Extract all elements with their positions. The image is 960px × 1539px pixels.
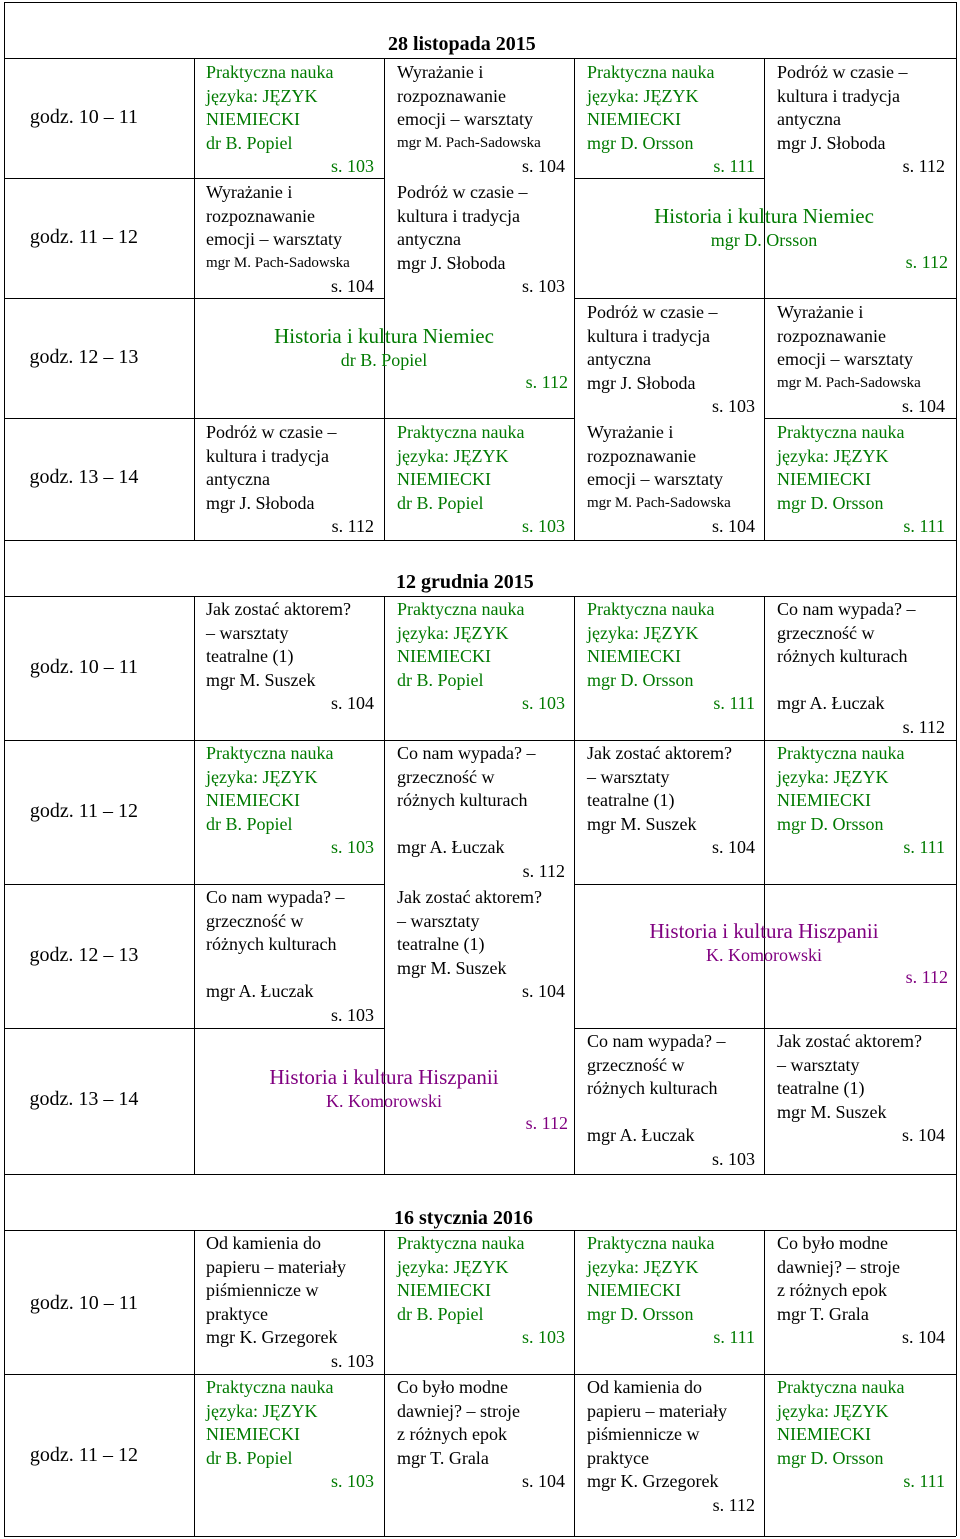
room-number: s. 103 xyxy=(330,837,374,857)
room-number: s. 104 xyxy=(711,516,755,536)
teacher-name: dr B. Popiel xyxy=(340,350,428,370)
table-border xyxy=(4,1174,5,1536)
class-title-line: Praktyczna nauka xyxy=(587,599,715,619)
row-divider xyxy=(4,418,574,419)
class-cell xyxy=(206,598,374,716)
class-title-line: Praktyczna nauka xyxy=(777,1377,905,1397)
room-number: s. 112 xyxy=(525,1113,568,1133)
class-cell xyxy=(397,886,565,1004)
class-title-line: języka: JĘZYK xyxy=(587,85,699,106)
teacher-name: mgr M. Pach-Sadowska xyxy=(206,254,350,271)
class-title-line: rozpoznawanie xyxy=(206,205,315,226)
class-cell xyxy=(397,61,565,179)
class-title-line: Podróż w czasie – xyxy=(206,422,337,442)
class-cell xyxy=(587,301,755,419)
teacher-name: mgr J. Słoboda xyxy=(587,372,696,393)
class-title-line: rozpoznawanie xyxy=(397,85,506,106)
class-title-line: Wyrażanie i xyxy=(587,422,674,442)
class-cell xyxy=(777,598,945,739)
teacher-name: mgr D. Orsson xyxy=(587,669,694,690)
class-title-line: różnych kulturach xyxy=(206,934,337,954)
class-title-line: języka: JĘZYK xyxy=(587,1256,699,1277)
room-number: s. 111 xyxy=(713,156,755,176)
room-number: s. 104 xyxy=(901,396,945,416)
time-slot-label: godz. 13 – 14 xyxy=(29,1088,139,1110)
teacher-name: K. Komorowski xyxy=(706,945,822,965)
teacher-name: dr B. Popiel xyxy=(397,669,484,690)
section-date: 28 listopada 2015 xyxy=(388,33,536,55)
room-number: s. 103 xyxy=(330,156,374,176)
column-divider xyxy=(764,58,765,540)
teacher-name: mgr D. Orsson xyxy=(777,492,884,513)
room-number: s. 103 xyxy=(330,1471,374,1491)
class-title-line: NIEMIECKI xyxy=(206,109,300,129)
class-cell xyxy=(587,1030,755,1171)
class-cell xyxy=(587,1376,755,1517)
class-title-line: NIEMIECKI xyxy=(777,1424,871,1444)
room-number: s. 104 xyxy=(711,837,755,857)
class-title-line: Praktyczna nauka xyxy=(587,1233,715,1253)
class-title-line: Jak zostać aktorem? xyxy=(777,1031,922,1051)
teacher-name: mgr T. Grala xyxy=(777,1303,869,1324)
class-cell xyxy=(206,742,374,860)
room-number: s. 104 xyxy=(521,981,565,1001)
spacer xyxy=(587,1101,755,1125)
class-title-line: rozpoznawanie xyxy=(777,325,886,346)
teacher-name: dr B. Popiel xyxy=(206,813,293,834)
room-number: s. 112 xyxy=(522,860,565,881)
class-title-line: Co nam wypada? – xyxy=(206,887,345,907)
class-cell xyxy=(206,886,374,1027)
class-title-line: teatralne (1) xyxy=(206,646,294,666)
class-title-line: antyczna xyxy=(397,229,461,249)
room-number: s. 112 xyxy=(525,372,568,392)
room-number: s. 112 xyxy=(331,516,374,536)
spacer xyxy=(206,957,374,981)
room-number: s. 103 xyxy=(521,693,565,713)
teacher-name: mgr D. Orsson xyxy=(587,1303,694,1324)
class-cell xyxy=(206,1232,374,1373)
class-title-line: Jak zostać aktorem? xyxy=(587,743,732,763)
class-cell xyxy=(777,1376,945,1494)
room-number: s. 103 xyxy=(711,1148,755,1169)
class-title-line: NIEMIECKI xyxy=(587,109,681,129)
teacher-name: mgr M. Pach-Sadowska xyxy=(397,134,541,151)
class-cell xyxy=(587,598,755,716)
room-number: s. 111 xyxy=(903,1471,945,1491)
class-title-line: grzeczność w xyxy=(587,1054,685,1075)
teacher-name: mgr M. Pach-Sadowska xyxy=(587,494,731,511)
room-number: s. 104 xyxy=(521,1471,565,1491)
class-cell xyxy=(397,742,565,883)
column-divider xyxy=(764,1230,765,1536)
class-title-line: języka: JĘZYK xyxy=(777,1400,889,1421)
class-cell xyxy=(397,421,565,539)
class-title-line: Co nam wypada? – xyxy=(777,599,916,619)
table-border xyxy=(4,1536,956,1537)
teacher-name: mgr A. Łuczak xyxy=(587,1125,695,1145)
teacher-name: mgr D. Orsson xyxy=(710,230,818,250)
spacer xyxy=(777,669,945,693)
class-title-line: grzeczność w xyxy=(397,766,495,787)
class-title-line: emocji – warsztaty xyxy=(397,109,533,129)
merged-class-title: Historia i kultura Hiszpanii xyxy=(649,919,879,943)
class-title-line: kultura i tradycja xyxy=(206,445,329,466)
room-number: s. 104 xyxy=(901,1327,945,1347)
room-number: s. 103 xyxy=(711,396,755,416)
merged-class-title: Historia i kultura Niemiec xyxy=(654,204,874,228)
time-slot-label: godz. 12 – 13 xyxy=(29,944,139,966)
column-divider xyxy=(764,596,765,1174)
column-divider xyxy=(574,596,575,1174)
row-divider xyxy=(574,884,956,885)
class-title-line: Wyrażanie i xyxy=(397,62,484,82)
class-title-line: języka: JĘZYK xyxy=(206,1400,318,1421)
class-title-line: języka: JĘZYK xyxy=(206,85,318,106)
class-title-line: Wyrażanie i xyxy=(206,182,293,202)
merged-class-cell xyxy=(200,1064,568,1134)
table-border xyxy=(956,1174,957,1536)
class-cell xyxy=(777,1030,945,1148)
time-slot-label: godz. 11 – 12 xyxy=(29,1444,139,1466)
teacher-name: mgr A. Łuczak xyxy=(397,837,505,857)
column-divider xyxy=(194,1230,195,1536)
column-divider xyxy=(384,1230,385,1536)
table-border xyxy=(4,540,956,541)
time-slot-label: godz. 10 – 11 xyxy=(29,106,139,128)
class-title-line: Podróż w czasie – xyxy=(587,302,718,322)
class-cell xyxy=(777,301,945,419)
class-title-line: papieru – materiały xyxy=(206,1256,346,1277)
class-title-line: teatralne (1) xyxy=(777,1078,865,1098)
class-title-line: Praktyczna nauka xyxy=(206,1377,334,1397)
teacher-name: mgr K. Grzegorek xyxy=(587,1471,719,1491)
class-title-line: NIEMIECKI xyxy=(397,646,491,666)
table-border xyxy=(4,540,5,1174)
class-title-line: kultura i tradycja xyxy=(777,85,900,106)
class-title-line: Jak zostać aktorem? xyxy=(206,599,351,619)
class-title-line: Jak zostać aktorem? xyxy=(397,887,542,907)
room-number: s. 111 xyxy=(903,516,945,536)
class-title-line: Praktyczna nauka xyxy=(397,422,525,442)
class-title-line: kultura i tradycja xyxy=(397,205,520,226)
class-title-line: teatralne (1) xyxy=(587,790,675,810)
class-title-line: antyczna xyxy=(206,469,270,489)
teacher-name: mgr J. Słoboda xyxy=(777,132,886,153)
row-divider xyxy=(4,1230,956,1231)
class-title-line: antyczna xyxy=(777,109,841,129)
class-cell xyxy=(777,1232,945,1350)
column-divider xyxy=(384,58,385,540)
teacher-name: mgr D. Orsson xyxy=(777,1447,884,1468)
class-title-line: Co było modne xyxy=(397,1377,508,1397)
column-divider xyxy=(574,1230,575,1536)
room-number: s. 104 xyxy=(330,693,374,713)
class-title-line: Praktyczna nauka xyxy=(206,62,334,82)
class-title-line: języka: JĘZYK xyxy=(397,1256,509,1277)
time-slot-label: godz. 10 – 11 xyxy=(29,1292,139,1314)
room-number: s. 103 xyxy=(330,1350,374,1371)
row-divider xyxy=(4,884,384,885)
class-cell xyxy=(206,421,374,539)
teacher-name: mgr J. Słoboda xyxy=(206,492,315,513)
class-title-line: z różnych epok xyxy=(777,1280,887,1300)
class-cell xyxy=(587,1232,755,1350)
table-border xyxy=(956,2,957,540)
teacher-name: mgr A. Łuczak xyxy=(777,693,885,713)
class-title-line: różnych kulturach xyxy=(587,1078,718,1098)
room-number: s. 112 xyxy=(905,252,948,272)
class-title-line: – warsztaty xyxy=(206,622,289,643)
teacher-name: dr B. Popiel xyxy=(206,132,293,153)
table-border xyxy=(4,2,956,3)
teacher-name: dr B. Popiel xyxy=(397,1303,484,1324)
merged-class-cell xyxy=(580,918,948,988)
teacher-name: dr B. Popiel xyxy=(397,492,484,513)
class-title-line: NIEMIECKI xyxy=(397,469,491,489)
class-title-line: – warsztaty xyxy=(397,910,480,931)
class-title-line: Od kamienia do xyxy=(587,1377,702,1397)
class-title-line: Od kamienia do xyxy=(206,1233,321,1253)
class-title-line: z różnych epok xyxy=(397,1424,507,1444)
row-divider xyxy=(4,58,956,59)
teacher-name: mgr A. Łuczak xyxy=(206,981,314,1001)
class-title-line: NIEMIECKI xyxy=(777,469,871,489)
class-title-line: Praktyczna nauka xyxy=(206,743,334,763)
class-cell xyxy=(587,742,755,860)
class-cell xyxy=(206,61,374,179)
class-title-line: antyczna xyxy=(587,349,651,369)
teacher-name: mgr M. Suszek xyxy=(397,957,507,978)
class-title-line: piśmiennicze w xyxy=(206,1280,319,1300)
teacher-name: mgr D. Orsson xyxy=(777,813,884,834)
class-cell xyxy=(397,181,565,299)
class-title-line: różnych kulturach xyxy=(777,646,908,666)
row-divider xyxy=(4,596,956,597)
table-border xyxy=(4,2,5,540)
class-title-line: Co nam wypada? – xyxy=(397,743,536,763)
room-number: s. 111 xyxy=(713,693,755,713)
teacher-name: mgr M. Suszek xyxy=(587,813,697,834)
class-title-line: praktyce xyxy=(587,1447,649,1468)
class-title-line: NIEMIECKI xyxy=(587,646,681,666)
column-divider xyxy=(194,58,195,540)
row-divider xyxy=(4,1028,384,1029)
class-title-line: Wyrażanie i xyxy=(777,302,864,322)
class-title-line: NIEMIECKI xyxy=(777,790,871,810)
row-divider xyxy=(4,740,956,741)
merged-class-title: Historia i kultura Hiszpanii xyxy=(269,1065,499,1089)
room-number: s. 111 xyxy=(713,1327,755,1347)
room-number: s. 103 xyxy=(521,276,565,296)
class-title-line: Praktyczna nauka xyxy=(777,422,905,442)
class-title-line: kultura i tradycja xyxy=(587,325,710,346)
room-number: s. 104 xyxy=(521,156,565,176)
time-slot-label: godz. 12 – 13 xyxy=(29,346,139,368)
column-divider xyxy=(574,58,575,540)
class-title-line: języka: JĘZYK xyxy=(206,766,318,787)
room-number: s. 103 xyxy=(521,1327,565,1347)
merged-class-title: Historia i kultura Niemiec xyxy=(274,324,494,348)
teacher-name: dr B. Popiel xyxy=(206,1447,293,1468)
class-cell xyxy=(777,742,945,860)
merged-class-cell xyxy=(580,203,948,273)
teacher-name: mgr T. Grala xyxy=(397,1447,489,1468)
class-title-line: Co nam wypada? – xyxy=(587,1031,726,1051)
class-cell xyxy=(206,1376,374,1494)
class-cell xyxy=(587,61,755,179)
table-border xyxy=(4,1174,956,1175)
class-title-line: języka: JĘZYK xyxy=(397,445,509,466)
section-date: 16 stycznia 2016 xyxy=(394,1207,533,1229)
class-title-line: Co było modne xyxy=(777,1233,888,1253)
time-slot-label: godz. 13 – 14 xyxy=(29,466,139,488)
spacer xyxy=(397,813,565,837)
class-title-line: emocji – warsztaty xyxy=(206,229,342,249)
class-title-line: grzeczność w xyxy=(777,622,875,643)
class-title-line: rozpoznawanie xyxy=(587,445,696,466)
class-title-line: Praktyczna nauka xyxy=(397,599,525,619)
class-title-line: Podróż w czasie – xyxy=(397,182,528,202)
room-number: s. 112 xyxy=(905,967,948,987)
class-title-line: teatralne (1) xyxy=(397,934,485,954)
class-title-line: emocji – warsztaty xyxy=(587,469,723,489)
room-number: s. 104 xyxy=(901,1125,945,1145)
teacher-name: K. Komorowski xyxy=(326,1091,442,1111)
class-title-line: NIEMIECKI xyxy=(206,1424,300,1444)
class-title-line: języka: JĘZYK xyxy=(397,622,509,643)
room-number: s. 112 xyxy=(902,156,945,176)
room-number: s. 103 xyxy=(330,1004,374,1025)
teacher-name: mgr D. Orsson xyxy=(587,132,694,153)
column-divider xyxy=(194,596,195,1174)
class-title-line: Praktyczna nauka xyxy=(587,62,715,82)
section-date: 12 grudnia 2015 xyxy=(396,571,534,593)
class-cell xyxy=(206,181,374,299)
class-cell xyxy=(397,1232,565,1350)
room-number: s. 111 xyxy=(903,837,945,857)
row-divider xyxy=(4,1374,956,1375)
class-title-line: NIEMIECKI xyxy=(397,1280,491,1300)
class-title-line: języka: JĘZYK xyxy=(777,766,889,787)
room-number: s. 103 xyxy=(521,516,565,536)
teacher-name: mgr M. Pach-Sadowska xyxy=(777,374,921,391)
class-cell xyxy=(587,421,755,539)
class-title-line: Podróż w czasie – xyxy=(777,62,908,82)
class-title-line: NIEMIECKI xyxy=(206,790,300,810)
class-cell xyxy=(777,61,945,179)
time-slot-label: godz. 10 – 11 xyxy=(29,656,139,678)
room-number: s. 104 xyxy=(330,276,374,296)
teacher-name: mgr M. Suszek xyxy=(206,669,316,690)
class-cell xyxy=(777,421,945,539)
class-title-line: dawniej? – stroje xyxy=(397,1400,520,1421)
room-number: s. 112 xyxy=(712,1494,755,1515)
class-title-line: różnych kulturach xyxy=(397,790,528,810)
class-title-line: – warsztaty xyxy=(587,766,670,787)
row-divider xyxy=(574,1028,956,1029)
room-number: s. 112 xyxy=(902,716,945,737)
class-title-line: NIEMIECKI xyxy=(587,1280,681,1300)
teacher-name: mgr J. Słoboda xyxy=(397,252,506,273)
table-border xyxy=(956,540,957,1174)
class-title-line: praktyce xyxy=(206,1303,268,1324)
teacher-name: mgr K. Grzegorek xyxy=(206,1327,338,1347)
time-slot-label: godz. 11 – 12 xyxy=(29,800,139,822)
class-title-line: – warsztaty xyxy=(777,1054,860,1075)
class-title-line: dawniej? – stroje xyxy=(777,1256,900,1277)
row-divider xyxy=(574,298,956,299)
class-title-line: Praktyczna nauka xyxy=(397,1233,525,1253)
class-title-line: grzeczność w xyxy=(206,910,304,931)
merged-class-cell xyxy=(200,323,568,393)
class-title-line: papieru – materiały xyxy=(587,1400,727,1421)
class-title-line: piśmiennicze w xyxy=(587,1424,700,1444)
class-cell xyxy=(397,1376,565,1494)
time-slot-label: godz. 11 – 12 xyxy=(29,226,139,248)
class-title-line: emocji – warsztaty xyxy=(777,349,913,369)
class-cell xyxy=(397,598,565,716)
teacher-name: mgr M. Suszek xyxy=(777,1101,887,1122)
class-title-line: Praktyczna nauka xyxy=(777,743,905,763)
class-title-line: języka: JĘZYK xyxy=(777,445,889,466)
class-title-line: języka: JĘZYK xyxy=(587,622,699,643)
